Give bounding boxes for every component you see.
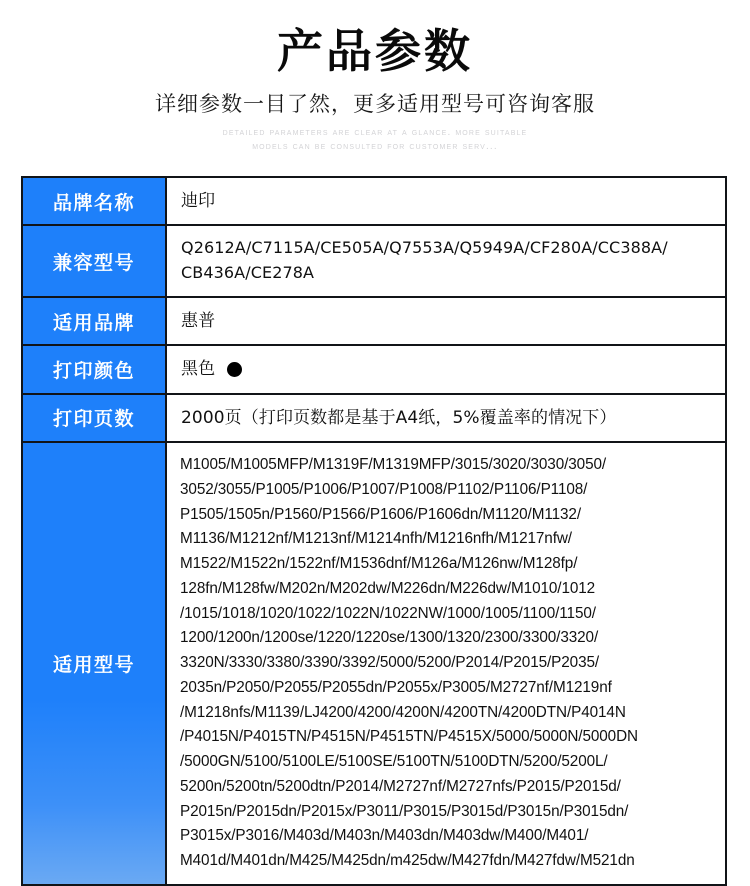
spec-value-brand-name: 迪印 [166,177,726,225]
model-line: 1200/1200n/1200se/1220/1220se/1300/1320/2300/3300/3320/ [180,629,599,647]
page-header [0,0,750,155]
model-line: 2035n/P2050/P2055/P2055dn/P2055x/P3005/M2727nf/M1219nf [180,678,612,696]
subtitle-english-line-1: detailed parameters are clear at a glance. more suitable [222,126,528,138]
spec-value-page-yield: 2000页（打印页数都是基于A4纸，5%覆盖率的情况下） [166,394,726,442]
table-row [22,297,726,345]
page-subtitle: 详细参数一目了然，更多适用型号可咨询客服 [155,91,595,116]
model-line: /P4015N/P4015TN/P4515N/P4515TN/P4515X/5000/5000N/5000DN [180,728,638,746]
spec-value-print-color [166,345,726,393]
subtitle-english-line-2: models can be consulted for customer serv... [252,141,498,153]
model-line: 3052/3055/P1005/P1006/P1007/P1008/P1102/P1106/P1108/ [180,480,588,498]
table-row [22,225,726,297]
spec-value-compatible-models [166,225,726,297]
applicable-model-list [180,453,719,874]
model-line: M401d/M401dn/M425/M425dn/m425dw/M427fdn/M427fdw/M521dn [180,852,635,870]
table-row [22,394,726,442]
spec-value-applicable-brand: 惠普 [166,297,726,345]
spec-label-applicable-models: 适用型号 [22,442,166,885]
specification-table [21,176,727,886]
table-row [22,345,726,393]
table-row [22,442,726,885]
black-color-swatch-icon [227,362,242,377]
compatible-model-line: CB436A/CE278A [181,263,315,283]
spec-label-page-yield: 打印页数 [22,394,166,442]
compatible-model-line: Q2612A/C7115A/CE505A/Q7553A/Q5949A/CF280A/CC388A/ [181,238,668,258]
model-line: P1505/1505n/P1560/P1566/P1606/P1606dn/M1120/M1132/ [180,505,581,523]
print-color-text: 黑色 [181,359,216,380]
model-line: M1005/M1005MFP/M1319F/M1319MFP/3015/3020/3030/3050/ [180,455,607,473]
model-line: /1015/1018/1020/1022/1022N/1022NW/1000/1005/1100/1150/ [180,604,596,622]
spec-label-applicable-brand: 适用品牌 [22,297,166,345]
model-line: /5000GN/5100/5100LE/5100SE/5100TN/5100DTN/5200/5200L/ [180,753,608,771]
compatible-model-list [181,236,725,286]
spec-label-brand-name: 品牌名称 [22,177,166,225]
spec-label-print-color: 打印颜色 [22,345,166,393]
model-line: 5200n/5200tn/5200dtn/P2014/M2727nf/M2727nfs/P2015/P2015d/ [180,777,621,795]
model-line: /M1218nfs/M1139/LJ4200/4200/4200N/4200TN/4200DTN/P4014N [180,703,626,721]
spec-label-compatible-models: 兼容型号 [22,225,166,297]
model-line: P3015x/P3016/M403d/M403n/M403dn/M403dw/M400/M401/ [180,827,589,845]
page-title: 产品参数 [277,24,473,78]
spec-value-applicable-models [166,442,726,885]
model-line: M1522/M1522n/1522nf/M1536dnf/M126a/M126nw/M128fp/ [180,555,578,573]
print-color-row [181,356,725,382]
model-line: 3320N/3330/3380/3390/3392/5000/5200/P2014/P2015/P2035/ [180,654,600,672]
model-line: 128fn/M128fw/M202n/M202dw/M226dn/M226dw/M1010/1012 [180,579,596,597]
table-row [22,177,726,225]
model-line: M1136/M1212nf/M1213nf/M1214nfh/M1216nfh/M1217nfw/ [180,530,572,548]
page-subtitle-english [0,126,750,155]
model-line: P2015n/P2015dn/P2015x/P3011/P3015/P3015d/P3015n/P3015dn/ [180,802,629,820]
